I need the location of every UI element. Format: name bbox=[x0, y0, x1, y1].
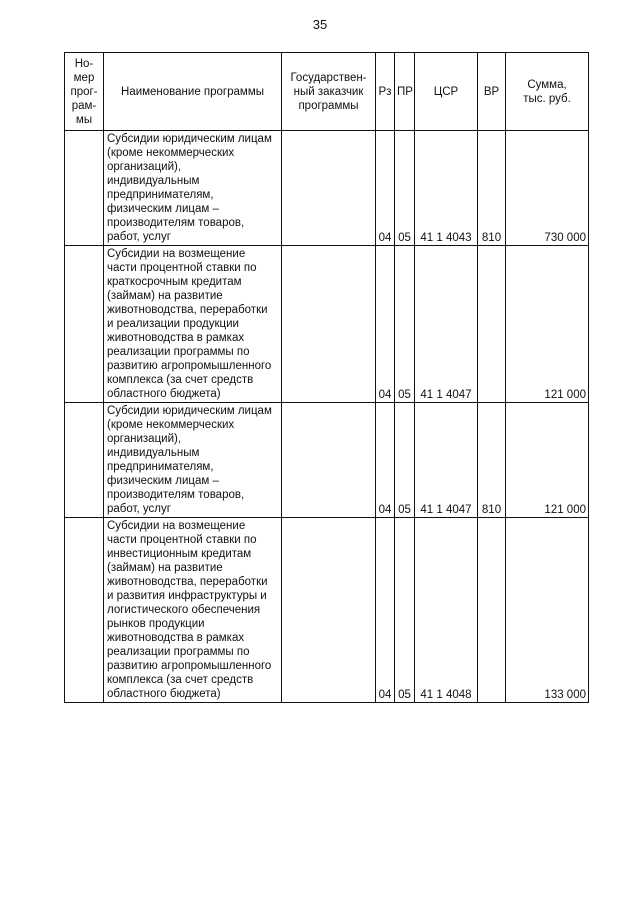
sum-cell: 730 000 bbox=[506, 131, 589, 246]
program-number-cell bbox=[65, 131, 104, 246]
vr-cell: 810 bbox=[478, 131, 506, 246]
col-header-rz: Рз bbox=[376, 53, 395, 131]
csr-cell: 41 1 4047 bbox=[415, 403, 478, 518]
sum-cell: 133 000 bbox=[506, 518, 589, 703]
csr-cell: 41 1 4048 bbox=[415, 518, 478, 703]
pr-cell: 05 bbox=[395, 518, 415, 703]
col-header-csr: ЦСР bbox=[415, 53, 478, 131]
budget-table bbox=[64, 52, 589, 703]
rz-cell: 04 bbox=[376, 403, 395, 518]
program-name-cell: Субсидии на возмещение части процентной ставки по краткосрочным кредитам (займам) на развитие животноводства, переработки и реализации продукции животноводства в рамках реализации программы по развитию агропромышленного комплекса (за счет средств областного бюджета) bbox=[104, 246, 282, 403]
table-row bbox=[65, 246, 589, 403]
pr-cell: 05 bbox=[395, 246, 415, 403]
customer-cell bbox=[282, 246, 376, 403]
customer-cell bbox=[282, 131, 376, 246]
table-row bbox=[65, 403, 589, 518]
customer-cell bbox=[282, 403, 376, 518]
vr-cell: 810 bbox=[478, 403, 506, 518]
col-header-number: Но- мер прог- рам- мы bbox=[65, 53, 104, 131]
rz-cell: 04 bbox=[376, 246, 395, 403]
program-name-cell: Субсидии юридическим лицам (кроме некоммерческих организаций), индивидуальным предпринимателям, физическим лицам – производителям товаров, работ, услуг bbox=[104, 131, 282, 246]
page-number: 35 bbox=[312, 17, 328, 32]
pr-cell: 05 bbox=[395, 131, 415, 246]
program-name-cell: Субсидии юридическим лицам (кроме некоммерческих организаций), индивидуальным предпринимателям, физическим лицам – производителям товаров, работ, услуг bbox=[104, 403, 282, 518]
program-number-cell bbox=[65, 403, 104, 518]
csr-cell: 41 1 4047 bbox=[415, 246, 478, 403]
rz-cell: 04 bbox=[376, 518, 395, 703]
program-number-cell bbox=[65, 246, 104, 403]
table-row bbox=[65, 131, 589, 246]
table-row bbox=[65, 518, 589, 703]
vr-cell bbox=[478, 246, 506, 403]
col-header-vr: ВР bbox=[478, 53, 506, 131]
col-header-pr: ПР bbox=[395, 53, 415, 131]
sum-cell: 121 000 bbox=[506, 246, 589, 403]
col-header-sum: Сумма, тыс. руб. bbox=[506, 53, 589, 131]
pr-cell: 05 bbox=[395, 403, 415, 518]
vr-cell bbox=[478, 518, 506, 703]
col-header-customer: Государствен- ный заказчик программы bbox=[282, 53, 376, 131]
table-header-row bbox=[65, 53, 589, 131]
customer-cell bbox=[282, 518, 376, 703]
csr-cell: 41 1 4043 bbox=[415, 131, 478, 246]
sum-cell: 121 000 bbox=[506, 403, 589, 518]
rz-cell: 04 bbox=[376, 131, 395, 246]
col-header-name: Наименование программы bbox=[104, 53, 282, 131]
program-name-cell: Субсидии на возмещение части процентной ставки по инвестиционным кредитам (займам) на развитие животноводства, переработки и развития инфраструктуры и логистического обеспечения рынков продукции животноводства в рамках реализации программы по развитию агропромышленного комплекса (за счет средств областного бюджета) bbox=[104, 518, 282, 703]
program-number-cell bbox=[65, 518, 104, 703]
